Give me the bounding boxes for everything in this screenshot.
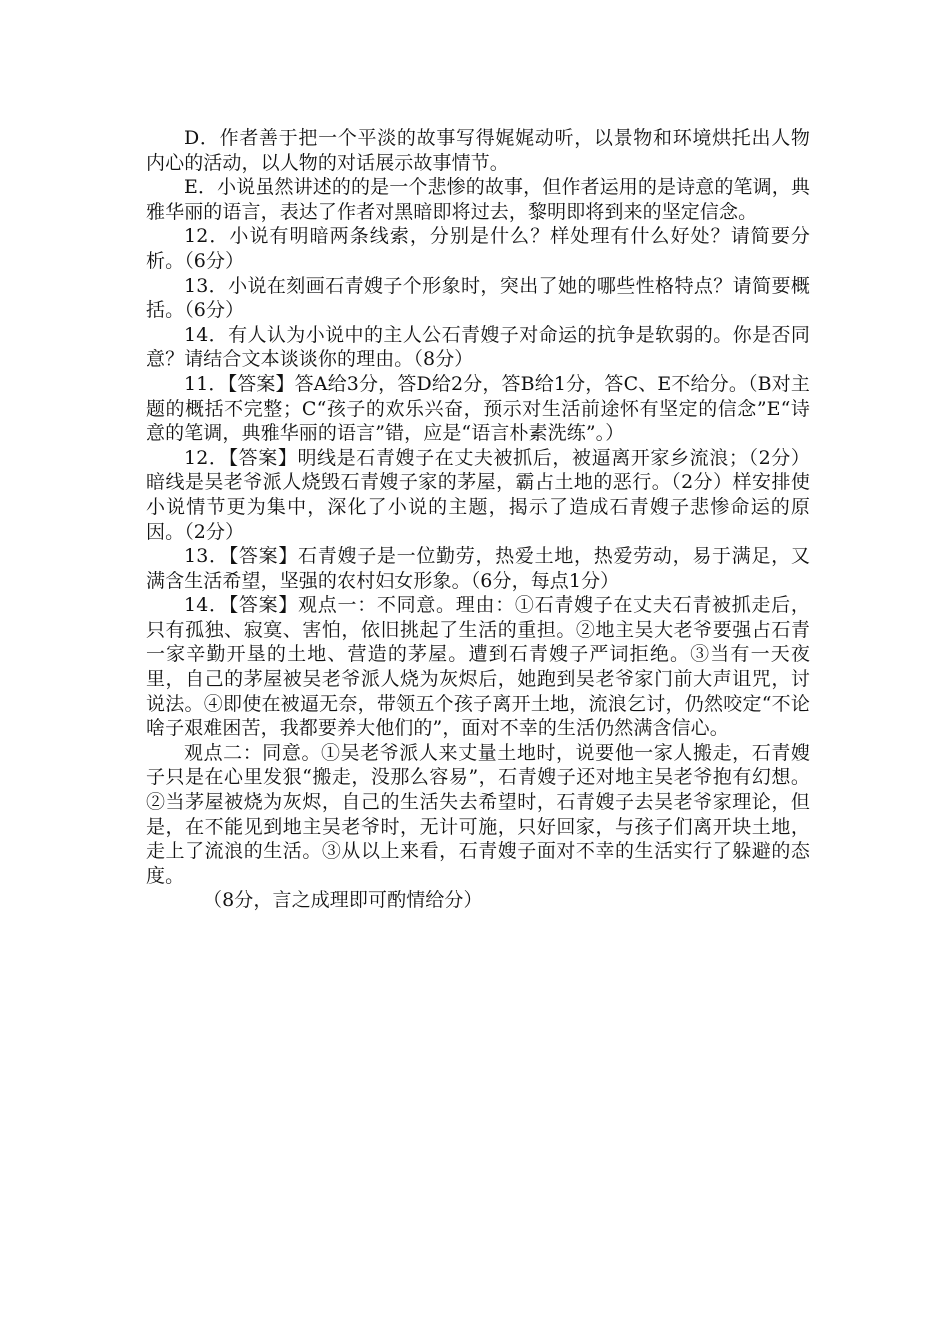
answer-11: 11．【答案】答A给3分，答D给2分，答B给1分，答C、E不给分。（B对主题的概括不完整；C“孩子的欢乐兴奋，预示对生活前途怀有坚定的信念”E“诗意的笔调，典雅华丽的语言”错，应是“语言朴素洗练”。） (146, 372, 810, 445)
answer-12: 12．【答案】明线是石青嫂子在丈夫被抓后，被逼离开家乡流浪；（2分）暗线是吴老爷派人烧毁石青嫂子家的茅屋，霸占土地的恶行。（2分）样安排使小说情节更为集中，深化了小说的主题，揭示了造成石青嫂子悲惨命运的原因。（2分） (146, 446, 810, 543)
option-e-paragraph: E．小说虽然讲述的的是一个悲惨的故事，但作者运用的是诗意的笔调，典雅华丽的语言，表达了作者对黑暗即将过去，黎明即将到来的坚定信念。 (146, 176, 810, 223)
answer-13: 13．【答案】石青嫂子是一位勤劳，热爱土地，热爱劳动，易于满足，又满含生活希望，坚强的农村妇女形象。（6分，每点1分） (146, 545, 810, 592)
question-14: 14．有人认为小说中的主人公石青嫂子对命运的抗争是软弱的。你是否同意？请结合文本谈谈你的理由。（8分） (146, 323, 810, 371)
scoring-note: （8分，言之成理即可酌情给分） (203, 889, 483, 912)
document-page (146, 126, 810, 913)
question-13: 13．小说在刻画石青嫂子个形象时，突出了她的哪些性格特点？请简要概括。（6分） (146, 274, 810, 322)
question-12: 12．小说有明暗两条线索，分别是什么？样处理有什么好处？请简要分析。（6分） (146, 225, 810, 272)
answer-14-viewpoint-one: 14．【答案】观点一：不同意。理由：①石青嫂子在丈夫石青被抓走后，只有孤独、寂寞、害怕，依旧挑起了生活的重担。②地主吴大老爷要强占石青一家辛勤开垦的土地、营造的茅屋。遭到石青嫂子严词拒绝。③当有一天夜里，自己的茅屋被吴老爷派人烧为灰烬后，她跑到吴老爷家门前大声诅咒，讨说法。④即使在被逼无奈，带领五个孩子离开土地，流浪乞讨，仍然咬定“不论啥子艰难困苦，我都要养大他们的”，面对不幸的生活仍然满含信心。 (146, 594, 810, 740)
answer-14-viewpoint-two: 观点二：同意。①吴老爷派人来丈量土地时，说要他一家人搬走，石青嫂子只是在心里发狠“搬走，没那么容易”，石青嫂子还对地主吴老爷抱有幻想。②当茅屋被烧为灰烬，自己的生活失去希望时，石青嫂子去吴老爷家理论，但是，在不能见到地主吴老爷时，无计可施，只好回家，与孩子们离开块土地，走上了流浪的生活。③从以上来看，石青嫂子面对不幸的生活实行了躲避的态度。 (146, 741, 810, 887)
option-d-paragraph: D．作者善于把一个平淡的故事写得娓娓动听，以景物和环境烘托出人物内心的活动，以人物的对话展示故事情节。 (146, 127, 810, 174)
